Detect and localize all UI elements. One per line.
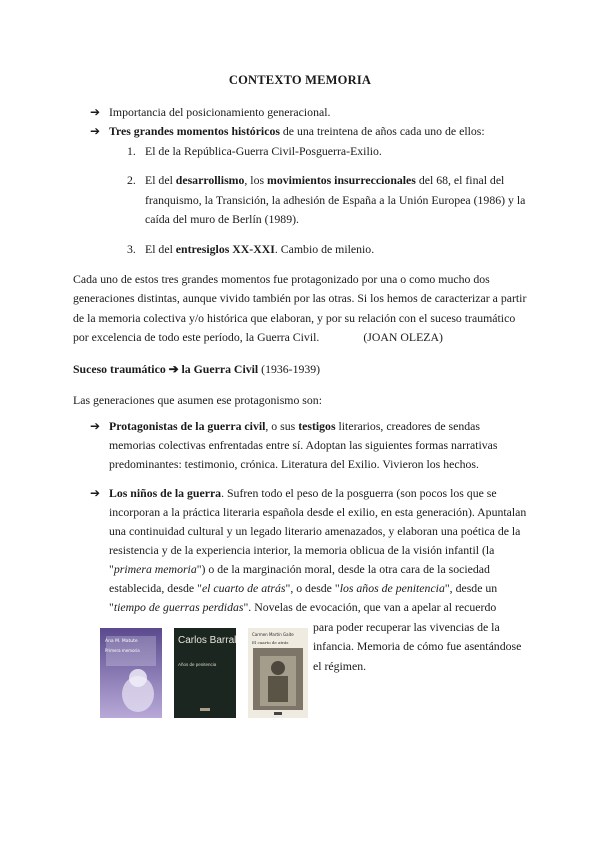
arrow-icon: ➔ [90, 105, 100, 119]
book-cover-el-cuarto-de-atras [248, 628, 308, 718]
page-title: CONTEXTO MEMORIA [228, 73, 372, 87]
section-heading: Suceso traumático ➔ la Guerra Civil (1936-1939) [73, 362, 321, 376]
item-number: 1. [127, 144, 136, 158]
item-text: El del desarrollismo, los movimientos insurreccionales del 68, el final del franquismo, la Transición, la adhesión de España a la Unión Europea (1986) y la caída del muro de Berlín (1989). [145, 173, 526, 226]
item-text: El del entresiglos XX-XXI. Cambio de milenio. [145, 242, 375, 256]
svg-text:Carmen Martín Gaite: Carmen Martín Gaite [252, 632, 294, 637]
arrow-icon: ➔ [90, 419, 100, 433]
bullet-text: de una treintena de años cada uno de ellos: [279, 124, 485, 138]
svg-text:Ana M. Matute: Ana M. Matute [105, 639, 138, 644]
quote-author: (JOAN OLEZA) [363, 329, 443, 344]
bullet-text: Importancia del posicionamiento generacional. [109, 105, 331, 119]
bullet-text: Protagonistas de la guerra civil, o sus testigos literarios, creadores de sendas memorias colectivas enfrentadas entre sí. Adoptan las siguientes formas narrativas predominantes: testimonio, crónica. Literatura del Exilio. Vivieron los hechos. [109, 419, 498, 471]
arrow-icon: ➔ [90, 486, 100, 500]
bullet-text: Los niños de la guerra. Sufren todo el peso de la posguerra (son pocos los que se incorporan a la práctica literaria española desde el exilio, en esta generación). Apuntalan una continuidad cultural y un legado literario amenazados, y elaboran una poética de la resistencia y de la experiencia interior, la memoria oblicua de la visión infantil (la "primera memoria") o de la marginación moral, desde la otra cara de la sociedad establecida, desde "el cuarto de atrás", o desde "los años de penitencia", desde un "tiempo de guerras perdidas". Novelas de evocación, que van a apelar al recuerdo [109, 486, 527, 614]
quote-text: Cada uno de estos tres grandes momentos fue protagonizado por una o como mucho dos generaciones distintas, aunque vivido también por las otras. Si los hemos de caracterizar a partir de la memoria colectiva y/o histórica que elaboran, y por su relación con el suceso traumático por excelencia de todo este período, la Guerra Civil. [73, 272, 527, 344]
item-text: El de la República-Guerra Civil-Posguerra-Exilio. [145, 144, 382, 158]
bullet-bold: Tres grandes momentos históricos [109, 124, 280, 138]
svg-text:Años de penitencia: Años de penitencia [178, 662, 217, 667]
quote-paragraph [73, 270, 528, 347]
book-cover-primera-memoria [100, 628, 162, 718]
svg-text:Primera memoria: Primera memoria [105, 648, 140, 653]
intro-text: Las generaciones que asumen ese protagonismo son: [73, 393, 322, 407]
book-cover-anos-de-penitencia [174, 628, 236, 718]
svg-text:Carlos Barral: Carlos Barral [178, 635, 236, 646]
item-number: 3. [127, 242, 136, 256]
ninos-tail-text: para poder recuperar las vivencias de la infancia. Memoria de cómo fue asentándose el régimen. [313, 620, 522, 673]
svg-text:El cuarto de atrás: El cuarto de atrás [252, 640, 289, 645]
arrow-icon: ➔ [90, 124, 100, 138]
item-number: 2. [127, 173, 136, 187]
